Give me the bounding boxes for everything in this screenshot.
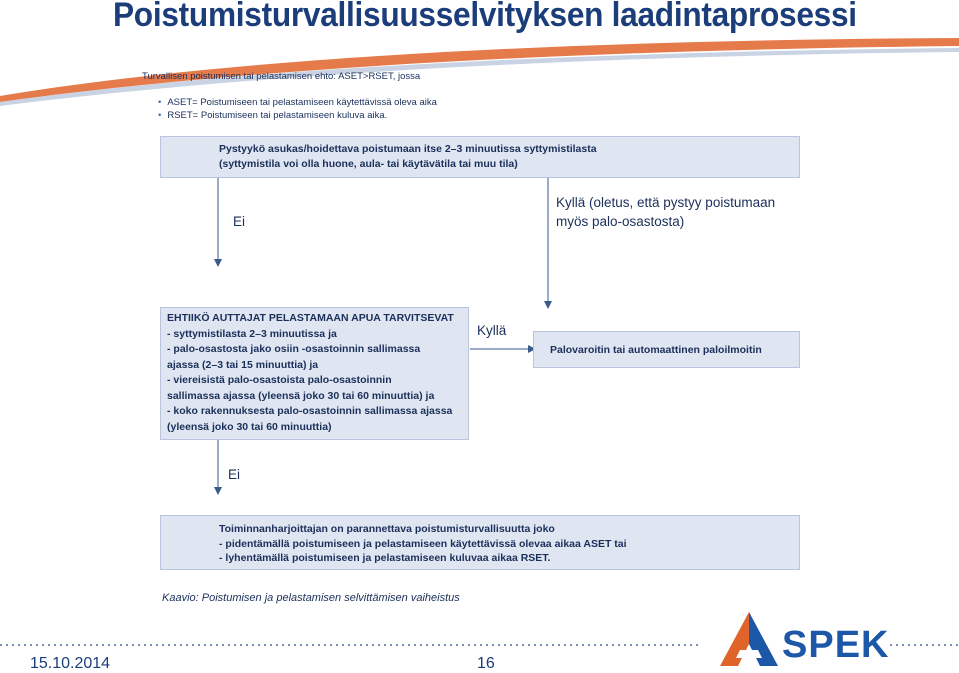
question-box-rescuers <box>160 307 469 440</box>
bullet-aset: • ASET= Poistumiseen tai pelastamiseen käytettävissä oleva aika <box>158 97 437 108</box>
box4-line-3: - lyhentämällä poistumiseen ja pelastamiseen kuluvaa aikaa RSET. <box>219 552 551 564</box>
label-yes-1-line1: Kyllä (oletus, että pystyy poistumaan <box>556 195 776 210</box>
label-no-1: Ei <box>233 214 246 229</box>
result-box-improve-safety <box>160 515 800 570</box>
box4-line-1: Toiminnanharjoittajan on parannettava poistumisturvallisuutta joko <box>219 523 555 535</box>
box2-line-7: - koko rakennuksesta palo-osastoinnin sallimassa ajassa <box>167 405 453 417</box>
label-yes-2: Kyllä <box>477 323 507 338</box>
box1-line-1: Pystyykö asukas/hoidettava poistumaan itse 2–3 minuutissa syttymistilasta <box>219 143 597 155</box>
box1-line-2: (syttymistila voi olla huone, aula- tai käytävätila tai muu tila) <box>219 158 518 170</box>
box2-line-8: (yleensä joko 30 tai 60 minuuttia) <box>167 420 332 433</box>
box4-line-2: - pidentämällä poistumiseen ja pelastamiseen käytettävissä olevaa aikaa ASET tai <box>219 538 627 550</box>
box2-line-4: ajassa (2–3 tai 15 minuuttia) ja <box>167 358 319 371</box>
box2-line-1: EHTIIKÖ AUTTAJAT PELASTAMAAN APUA TARVITSEVAT <box>167 312 454 324</box>
result-box-alarm <box>533 331 800 368</box>
box3-text: Palovaroitin tai automaattinen paloilmoitin <box>550 344 762 356</box>
spek-logo-icon <box>718 610 780 668</box>
bullet-rset: • RSET= Poistumiseen tai pelastamiseen kuluva aika. <box>158 110 387 121</box>
label-yes-1-line2: myös palo-osastosta) <box>556 214 685 229</box>
page-number: 16 <box>477 655 495 672</box>
footer-date: 15.10.2014 <box>30 655 111 672</box>
box2-line-3: - palo-osastosta jako osiin -osastoinnin sallimassa <box>167 343 421 355</box>
question-box-self-evacuation <box>160 136 800 178</box>
box2-line-6: sallimassa ajassa (yleensä joko 30 tai 60 minuuttia) ja <box>167 389 435 402</box>
intro-text: Turvallisen poistumisen tai pelastamisen ehto: ASET>RSET, jossa <box>142 71 421 82</box>
label-no-2: Ei <box>228 467 241 482</box>
spek-logo-text: SPEK <box>782 624 890 666</box>
box2-line-2: - syttymistilasta 2–3 minuutissa ja <box>167 327 337 340</box>
page-title: Poistumisturvallisuusselvityksen laadintaprosessi <box>113 0 857 34</box>
box2-line-5: - viereisistä palo-osastoista palo-osastoinnin <box>167 374 392 386</box>
diagram-caption: Kaavio: Poistumisen ja pelastamisen selvittämisen vaiheistus <box>162 592 460 604</box>
